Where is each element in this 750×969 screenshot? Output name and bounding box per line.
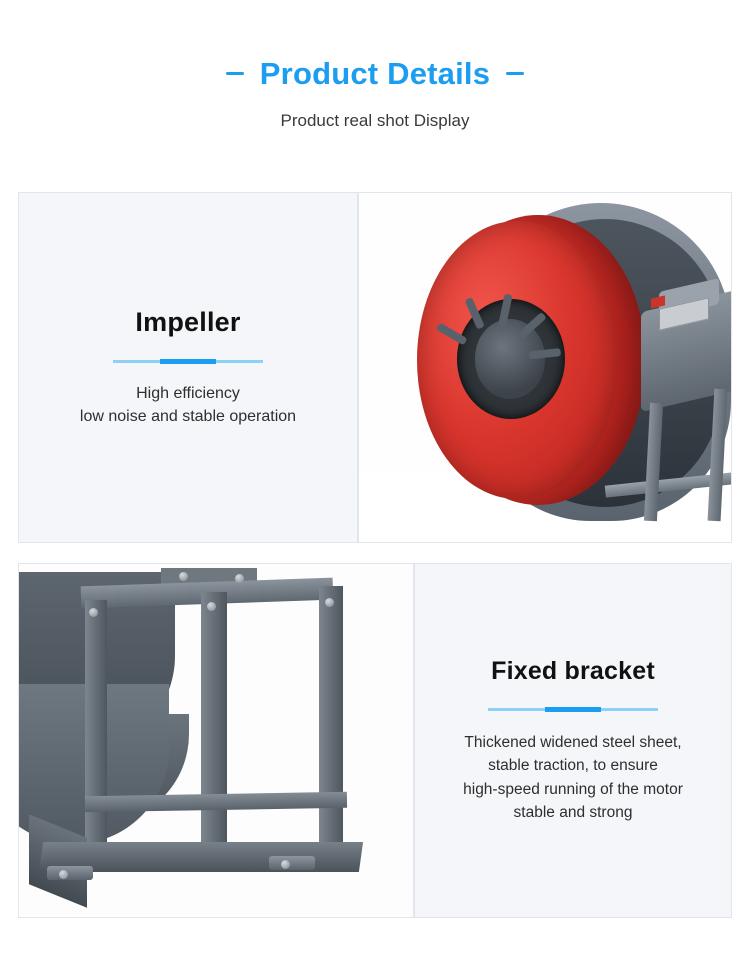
fixed-bracket-text-panel	[414, 563, 732, 918]
fixed-bracket-description-line-2: stable traction, to ensure	[488, 757, 658, 775]
impeller-description	[80, 383, 296, 428]
impeller-text-panel	[18, 192, 358, 543]
section-fixed-bracket	[18, 563, 732, 918]
bracket-crossbar	[85, 792, 347, 813]
bracket-column	[85, 600, 107, 862]
bracket-column	[201, 592, 227, 858]
impeller-heading: Impeller	[135, 306, 241, 337]
impeller-description-line-2: low noise and stable operation	[79, 407, 297, 425]
bolt-icon	[179, 572, 188, 581]
page-header	[0, 0, 750, 131]
bolt-icon	[325, 598, 334, 607]
impeller-description-line-1: High efficiency	[136, 384, 240, 402]
page-title	[0, 58, 750, 89]
bracket-foot	[47, 866, 93, 880]
fixed-bracket-divider	[488, 708, 658, 711]
fixed-bracket-description-line-4: stable and strong	[513, 803, 633, 821]
impeller-divider	[113, 360, 263, 363]
page-title-text: Product Details	[259, 56, 491, 91]
bolt-icon	[281, 860, 290, 869]
fixed-bracket-description-line-1: Thickened widened steel sheet,	[464, 734, 682, 751]
impeller-illustration	[359, 193, 731, 542]
bolt-icon	[207, 602, 216, 611]
impeller-photo	[358, 192, 732, 543]
fixed-bracket-photo	[18, 563, 414, 918]
fixed-bracket-description	[463, 731, 683, 824]
bolt-icon	[235, 574, 244, 583]
impeller-hub-core	[475, 319, 545, 399]
fixed-bracket-illustration	[19, 564, 413, 917]
bolt-icon	[89, 608, 98, 617]
title-dash-left-icon	[226, 72, 244, 75]
title-dash-right-icon	[506, 72, 524, 75]
bracket-column	[319, 586, 343, 862]
fixed-bracket-heading: Fixed bracket	[491, 657, 655, 685]
page-subtitle: Product real shot Display	[280, 111, 470, 130]
bracket-foot	[269, 856, 315, 870]
bolt-icon	[59, 870, 68, 879]
fixed-bracket-description-line-3: high-speed running of the motor	[463, 780, 683, 798]
section-impeller	[18, 192, 732, 543]
